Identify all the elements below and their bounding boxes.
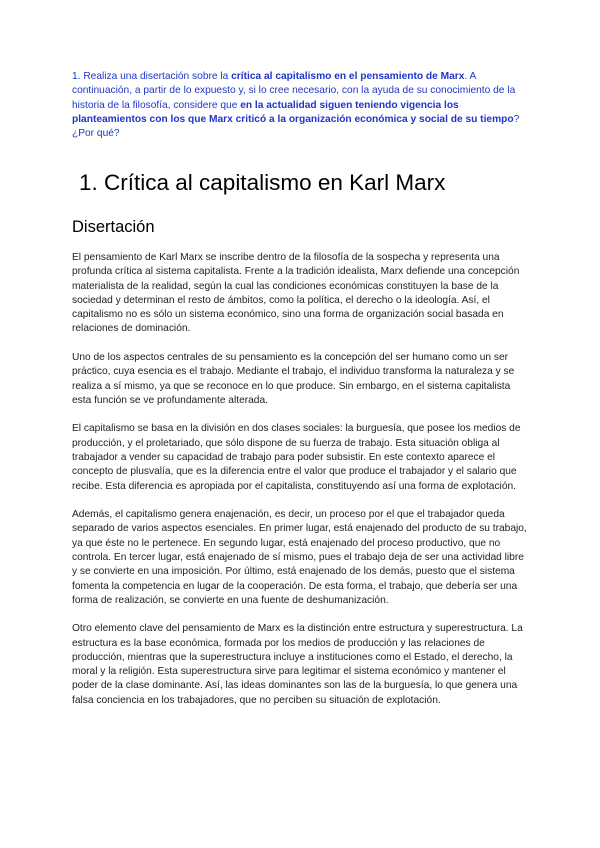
paragraph: Además, el capitalismo genera enajenación, es decir, un proceso por el que el trabajador queda separado de varios aspectos esenciales. En primer lugar, está enajenado del producto de su trabajo, ya que éste no le pertenece. En segundo lugar, está enajenado del proceso productivo, que no controla. En tercer lugar, está enajenado de sí mismo, pues el trabajo deja de ser una actividad libre y se convierte en una imposición. Por último, está enajenado de los demás, puesto que el sistema fomenta la competencia en lugar de la cooperación. De esta forma, el trabajo, que debería ser una forma de realización, se convierte en una fuente de deshumanización. — [72, 509, 527, 606]
question-emphasis-1: crítica al capitalismo en el pensamiento de Marx — [231, 71, 465, 82]
paragraph: Uno de los aspectos centrales de su pensamiento es la concepción del ser humano como un ser práctico, cuya esencia es el trabajo. Mediante el trabajo, el individuo transforma la naturaleza y se realiza a sí mismo, ya que se reconoce en lo que produce. Sin embargo, en el sistema capitalista esta función se ve profundamente alterada. — [72, 351, 515, 406]
section-heading: Disertación — [72, 218, 155, 236]
essay-body — [72, 251, 530, 722]
exam-question — [72, 70, 532, 141]
paragraph: El pensamiento de Karl Marx se inscribe dentro de la filosofía de la sospecha y representa una profunda crítica al sistema capitalista. Frente a la tradición idealista, Marx defiende una concepción materialista de la realidad, según la cual las condiciones económicas constituyen la base de la sociedad y determinan el resto de ámbitos, como la política, el derecho o la ideología. Así, el capitalismo no es sólo un sistema económico, sino una forma de organización social basada en relaciones de dominación. — [72, 252, 520, 335]
question-text-1: 1. Realiza una disertación sobre la — [72, 71, 232, 82]
question-emphasis-2: en la actualidad siguen teniendo vigencia los planteamientos con los que Marx criticó a la organización económica y social de su tiempo — [72, 99, 514, 125]
paragraph: El capitalismo se basa en la división en dos clases sociales: la burguesía, que posee los medios de producción, y el proletariado, que sólo dispone de su fuerza de trabajo. Esta situación obliga al trabajador a vender su capacidad de trabajo para poder subsistir. En este contexto aparece el concepto de plusvalía, que es la diferencia entre el valor que produce el trabajador y el salario que recibe. Esta diferencia es apropiada por el capitalista, constituyendo así una forma de explotación. — [72, 423, 521, 492]
question-text-2: . A continuación, a partir de lo expuesto y, si lo cree necesario, con la ayuda de su conocimiento de la historia de la filosofía, considere que — [72, 71, 516, 111]
question-text-3: ? ¿Por qué? — [72, 113, 520, 140]
paragraph: Otro elemento clave del pensamiento de Marx es la distinción entre estructura y superestructura. La estructura es la base económica, formada por los medios de producción y las relaciones de producción, mientras que la superestructura incluye a instituciones como el Estado, el derecho, la moral y la religión. Esta superestructura sirve para legitimar el sistema económico y mantener el poder de la clase dominante. Así, las ideas dominantes son las de la burguesía, lo que genera una falsa conciencia en los trabajadores, que no perciben su situación de explotación. — [72, 623, 523, 706]
page-title: 1. Crítica al capitalismo en Karl Marx — [79, 170, 446, 195]
